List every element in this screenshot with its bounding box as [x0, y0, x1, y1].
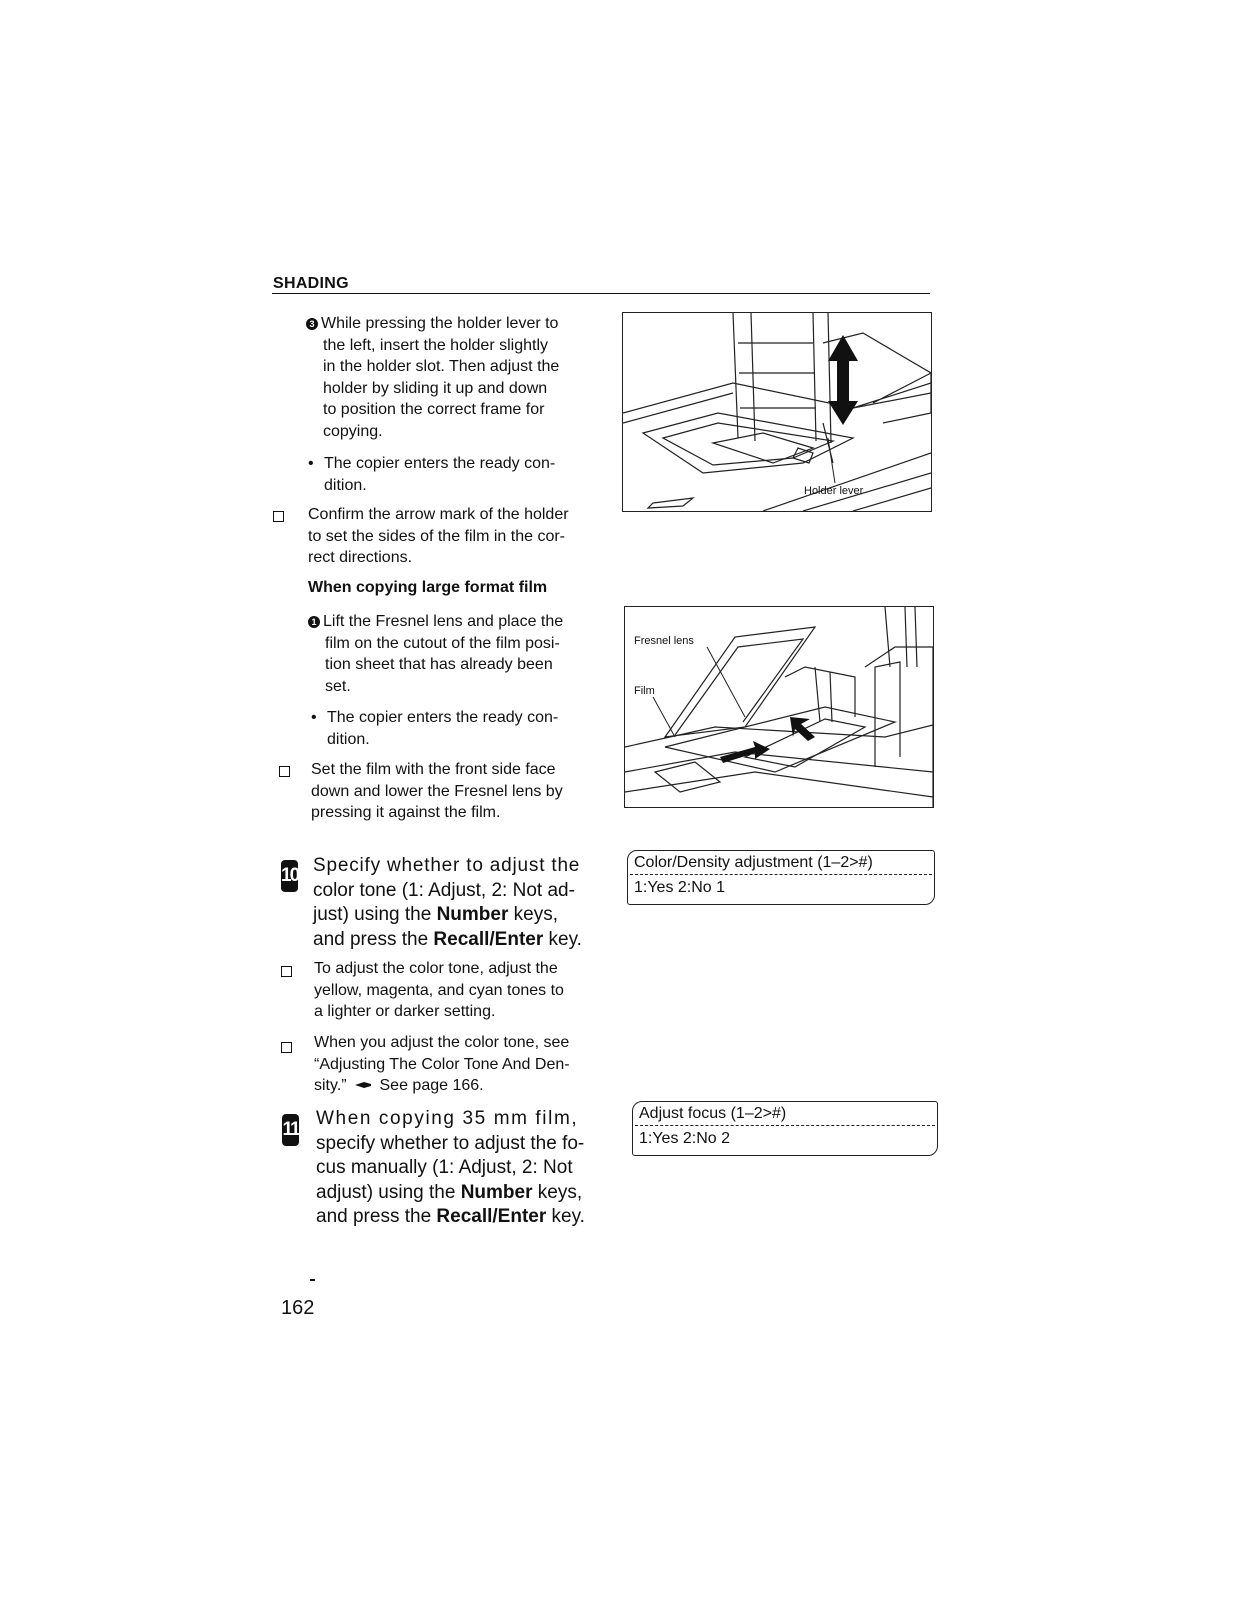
- insert-arrow-icon: [720, 741, 770, 763]
- step-number-11: 11: [282, 1114, 299, 1146]
- note-icon: [273, 511, 283, 522]
- paragraph-lift-lens: 1 Lift the Fresnel lens and place the film on the cutout of the film posi- tion sheet that has already been set.: [308, 611, 598, 697]
- step-10-text: Specify whether to adjust the color tone (1: Adjust, 2: Not ad- just) using the Number keys, and press the Recall/Enter key.: [313, 855, 582, 950]
- display-color-density: [627, 850, 935, 905]
- up-down-arrow-icon: [790, 717, 815, 741]
- display-adjust-focus: [632, 1101, 938, 1156]
- note-icon: [281, 1042, 291, 1053]
- display-separator: [630, 874, 932, 875]
- bullet-ready-condition-1: • The copier enters the ready con- dition.: [308, 455, 556, 494]
- section-rule: [272, 293, 930, 294]
- subheading-large-format: When copying large format film: [308, 579, 548, 596]
- display-separator: [635, 1125, 935, 1126]
- figure-fresnel-lens: [624, 606, 934, 808]
- paragraph-insert-holder: 3 While pressing the holder lever to the left, insert the holder slightly in the holder slot. Then adjust the holder by sliding it up and down to position the correct frame for copying.: [306, 313, 596, 442]
- step-11-text: When copying 35 mm film, specify whether to adjust the fo- cus manually (1: Adjust, 2: Not adjust) using the Number keys, and press the Recall/Enter key.: [316, 1108, 585, 1227]
- display-line-1: Adjust focus (1–2>#): [639, 1105, 787, 1122]
- display-line-2: 1:Yes 2:No 1: [634, 879, 726, 896]
- up-down-arrow-icon: [828, 335, 858, 425]
- bullet-ready-condition-2: • The copier enters the ready con- dition.: [311, 709, 559, 748]
- pointing-hand-icon: [354, 1080, 372, 1090]
- step-number-10: 10: [281, 860, 298, 892]
- page-number: 162: [281, 1297, 315, 1319]
- note-adjust-tone: To adjust the color tone, adjust the yellow, magenta, and cyan tones to a lighter or darker setting.: [314, 960, 564, 1020]
- note-icon: [281, 966, 291, 977]
- note-set-film: Set the film with the front side face down and lower the Fresnel lens by pressing it against the film.: [311, 761, 563, 821]
- figure-holder-insertion: [622, 312, 932, 512]
- note-confirm-arrow: Confirm the arrow mark of the holder to set the sides of the film in the cor- rect directions.: [308, 506, 569, 566]
- label-film: Film: [634, 685, 655, 697]
- footer-mark: [310, 1279, 315, 1281]
- step-marker-3: 3: [306, 318, 318, 330]
- label-fresnel-lens: Fresnel lens: [634, 635, 694, 647]
- holder-illustration: [623, 313, 931, 511]
- display-line-2: 1:Yes 2:No 2: [639, 1130, 731, 1147]
- display-line-1: Color/Density adjustment (1–2>#): [634, 854, 873, 871]
- section-title: SHADING: [273, 275, 349, 292]
- note-see-page: When you adjust the color tone, see “Adjusting The Color Tone And Den- sity.” See page 166.: [314, 1034, 570, 1094]
- step-marker-1: 1: [308, 616, 320, 628]
- label-holder-lever: Holder lever: [804, 485, 864, 497]
- note-icon: [279, 766, 289, 777]
